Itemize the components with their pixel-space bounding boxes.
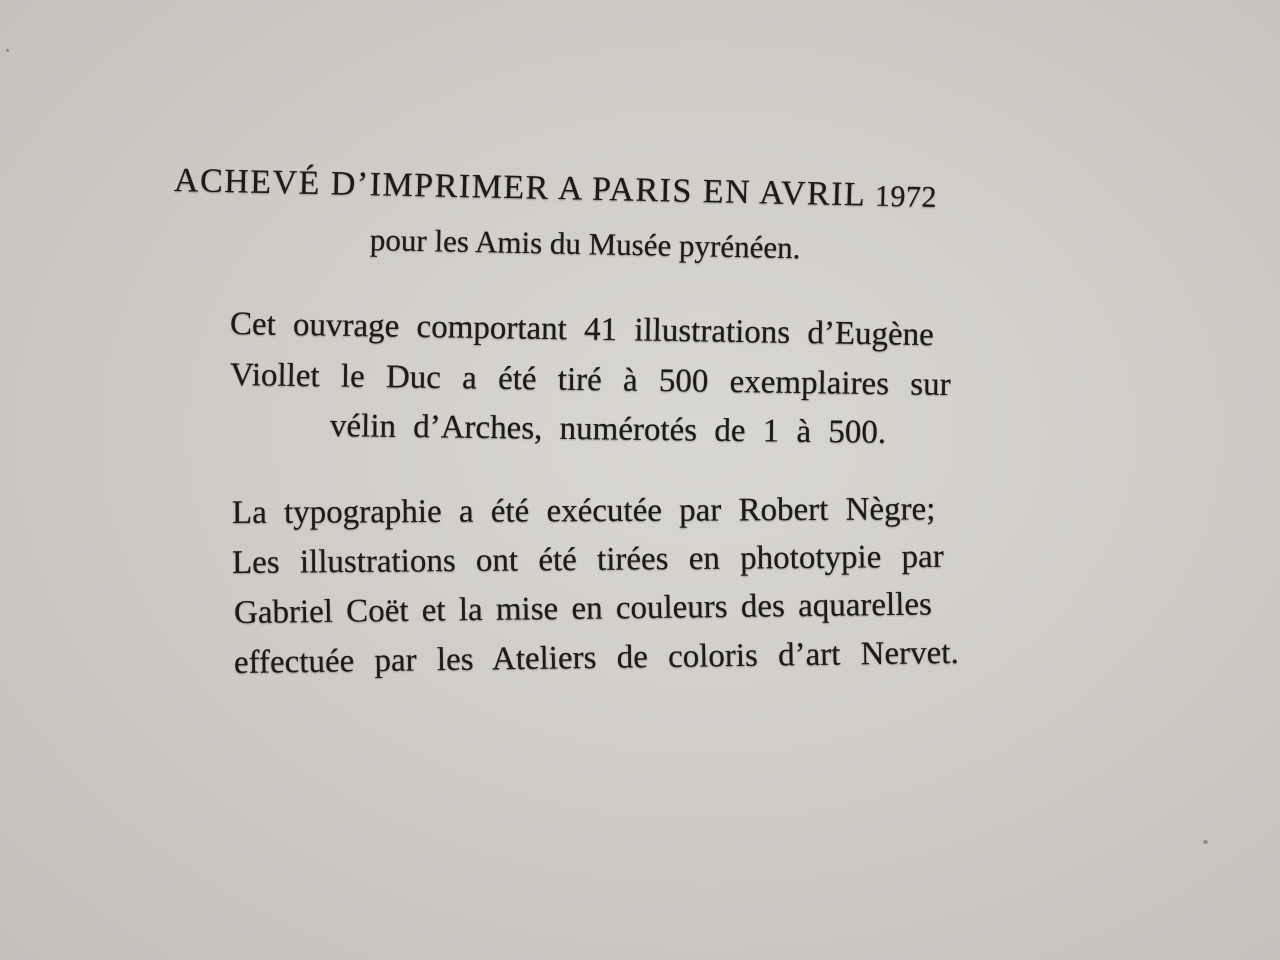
paragraph-line: vélin d’Arches, numérotés de 1 à 500.	[329, 408, 887, 451]
paragraph-line: La typographie a été exécutée par Robert Nègre;	[231, 491, 936, 531]
colophon-heading	[174, 162, 938, 216]
paragraph-line: Cet ouvrage comportant 41 illustrations d’Eugène	[229, 306, 935, 354]
colophon-subheading: pour les Amis du Musée pyrénéen.	[369, 222, 801, 266]
paragraph-line: Les illustrations ont été tirées en phototypie par	[231, 538, 944, 581]
paragraph-line: Gabriel Coët et la mise en couleurs des aquarelles	[233, 586, 933, 631]
paper-speck	[1203, 840, 1208, 844]
paper-speck	[6, 49, 9, 52]
paragraph-line: effectuée par les Ateliers de coloris d’art Nervet.	[233, 634, 959, 681]
heading-text: ACHEVÉ D’IMPRIMER A PARIS EN AVRIL	[173, 162, 876, 214]
heading-year: 1972	[874, 179, 938, 214]
paragraph-line: Viollet le Duc a été tiré à 500 exemplaires sur	[229, 357, 951, 404]
